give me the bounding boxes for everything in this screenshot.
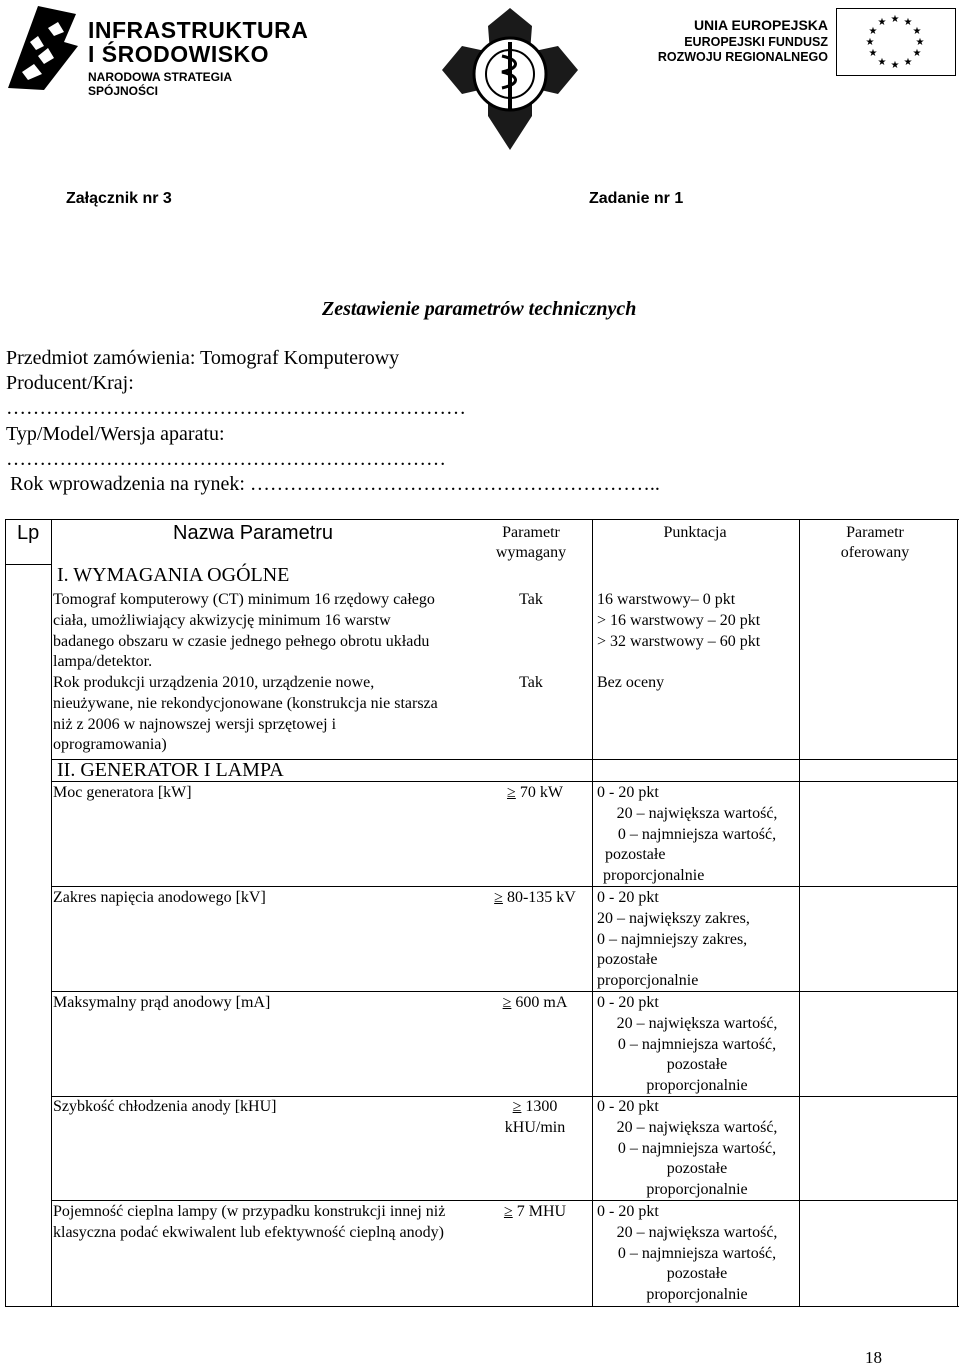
score-line: pozostałe (666, 1160, 728, 1178)
score-line: 20 – największa wartość, (616, 1014, 778, 1032)
page-title: Zestawienie parametrów technicznych (322, 298, 637, 320)
producer-dots: …………………………………………………………… (6, 397, 466, 419)
ge-symbol: ≥ (512, 1098, 522, 1115)
logo-left-line2: I ŚRODOWISKO (88, 41, 270, 67)
score-line: 16 warstwowy– 0 pkt (597, 591, 736, 608)
infrastruktura-emblem-icon (4, 2, 82, 94)
row-voltage-name: Zakres napięcia anodowego [kV] (53, 889, 266, 906)
score-line: 20 – największa wartość, (616, 1223, 778, 1241)
svg-text:★: ★ (915, 37, 925, 48)
score-line: proporcjonalnie (603, 867, 705, 885)
score-line: 0 – najmniejszy zakres, (597, 930, 748, 948)
header-required: Parametr wymagany (495, 524, 567, 561)
page-number: 18 (865, 1348, 882, 1367)
row-current-score (597, 993, 797, 1097)
logo-left-line3: NARODOWA STRATEGIA SPÓJNOŚCI (88, 70, 232, 98)
svg-text:★: ★ (903, 17, 913, 28)
score-line: 20 – największa wartość, (616, 804, 778, 822)
infrastruktura-logo (4, 2, 309, 98)
svg-text:★: ★ (890, 60, 900, 71)
ge-symbol: ≥ (507, 784, 516, 801)
score-line: > 32 warstwowy – 60 pkt (597, 632, 761, 650)
logo-right-line3: ROZWOJU REGIONALNEGO (657, 50, 828, 64)
score-line: pozostałe (605, 846, 666, 864)
svg-text:★: ★ (903, 57, 913, 68)
type-dots: ………………………………………………………… (6, 448, 446, 470)
score-line: 0 - 20 pkt (597, 994, 659, 1011)
row-voltage-required (479, 888, 591, 909)
year-label: Rok wprowadzenia na rynek: (10, 473, 245, 495)
required-value: 1300 (525, 1098, 558, 1115)
year-dots: …………………………………………………….. (249, 473, 660, 495)
score-line: proporcjonalnie (646, 1286, 748, 1304)
score-line: 20 – największy zakres, (597, 909, 750, 927)
ge-symbol: ≥ (494, 889, 503, 906)
row-heat-score (597, 1202, 797, 1306)
score-line: proporcjonalnie (597, 972, 699, 990)
maltese-cross-seal-icon (440, 6, 580, 152)
subject-line: Przedmiot zamówienia: Tomograf Komputerowy (6, 347, 400, 369)
header-name: Nazwa Parametru (173, 522, 334, 544)
row-heat-name: Pojemność cieplna lampy (w przypadku konstrukcji innej niż klasyczna podać ekwiwalent lub efektywność cieplną anody) (53, 1203, 446, 1241)
score-line: 0 - 20 pkt (597, 1203, 659, 1220)
score-line: 0 - 20 pkt (597, 1098, 659, 1115)
svg-text:★: ★ (912, 26, 922, 37)
header-offered: Parametr oferowany (840, 524, 910, 561)
score-line: proporcjonalnie (646, 1181, 748, 1199)
svg-text:★: ★ (868, 48, 878, 59)
year-line (10, 473, 660, 496)
score-line: 0 - 20 pkt (597, 889, 659, 906)
task-label: Zadanie nr 1 (589, 190, 684, 207)
score-line: 0 - 20 pkt (597, 784, 659, 801)
ge-symbol: ≥ (503, 1203, 513, 1220)
svg-text:★: ★ (877, 17, 887, 28)
svg-text:★: ★ (912, 48, 922, 59)
type-line: Typ/Model/Wersja aparatu: (6, 423, 225, 445)
score-line: > 16 warstwowy – 20 pkt (597, 611, 761, 629)
producer-line: Producent/Kraj: (6, 372, 134, 394)
required-value: 70 kW (519, 784, 563, 801)
row-power-name: Moc generatora [kW] (53, 784, 192, 801)
svg-text:★: ★ (868, 26, 878, 37)
svg-text:★: ★ (890, 14, 900, 25)
score-line: pozostałe (597, 951, 658, 969)
required-unit: kHU/min (504, 1118, 566, 1136)
row-ct-score (597, 590, 797, 652)
ge-symbol: ≥ (502, 994, 512, 1011)
parameters-table (5, 519, 959, 1306)
header-lp: Lp (17, 522, 40, 544)
score-line: pozostałe (666, 1056, 728, 1074)
score-line: 0 – najmniejsza wartość, (617, 1139, 777, 1157)
row-current-required (485, 993, 585, 1014)
row-ct-name: Tomograf komputerowy (CT) minimum 16 rzędowy całego ciała, umożliwiający akwizycję minimum 16 warstw badanego obszaru w czasie jednego pełnego obrotu układu lampa/detektor. (53, 591, 435, 671)
section-generator: II. GENERATOR I LAMPA (57, 759, 284, 781)
svg-text:★: ★ (877, 57, 887, 68)
score-line: pozostałe (666, 1265, 728, 1283)
row-cooling-name: Szybkość chłodzenia anody [kHU] (53, 1098, 277, 1115)
logo-right-line1: UNIA EUROPEJSKA (693, 17, 828, 33)
score-line: 0 – najmniejsza wartość, (617, 1244, 777, 1262)
row-year-required: Tak (519, 674, 543, 691)
row-cooling-score (597, 1097, 797, 1201)
hospital-seal-logo (440, 6, 580, 152)
header-score: Punktacja (663, 524, 727, 541)
row-voltage-score (597, 888, 797, 992)
eu-flag-icon (836, 8, 956, 76)
section-general: I. WYMAGANIA OGÓLNE (57, 564, 290, 586)
row-current-name: Maksymalny prąd anodowy [mA] (53, 994, 271, 1011)
svg-text:★: ★ (865, 37, 875, 48)
attachment-label: Załącznik nr 3 (66, 190, 172, 207)
score-line: 20 – największa wartość, (616, 1118, 778, 1136)
required-value: 80-135 kV (506, 889, 576, 906)
score-line: proporcjonalnie (646, 1077, 748, 1095)
row-year-name: Rok produkcji urządzenia 2010, urządzenie nowe, nieużywane, nie rekondycjonowane (konstrukcja nie starsza niż z 2006 w najnowszej wersji sprzętowej i oprogramowania) (53, 674, 438, 754)
score-line: 0 – najmniejsza wartość, (617, 825, 777, 843)
row-power-score (597, 783, 797, 887)
logo-left-line1: INFRASTRUKTURA (88, 17, 309, 43)
required-value: 600 mA (515, 994, 568, 1011)
row-cooling-required (485, 1097, 585, 1139)
row-ct-required: Tak (519, 591, 543, 608)
row-power-required (485, 783, 585, 804)
row-year-score: Bez oceny (597, 674, 665, 691)
score-line: 0 – najmniejsza wartość, (617, 1035, 777, 1053)
row-heat-required (485, 1202, 585, 1223)
eu-logo (657, 8, 956, 80)
required-value: 7 MHU (516, 1203, 567, 1220)
logo-right-line2: EUROPEJSKI FUNDUSZ (684, 35, 828, 49)
